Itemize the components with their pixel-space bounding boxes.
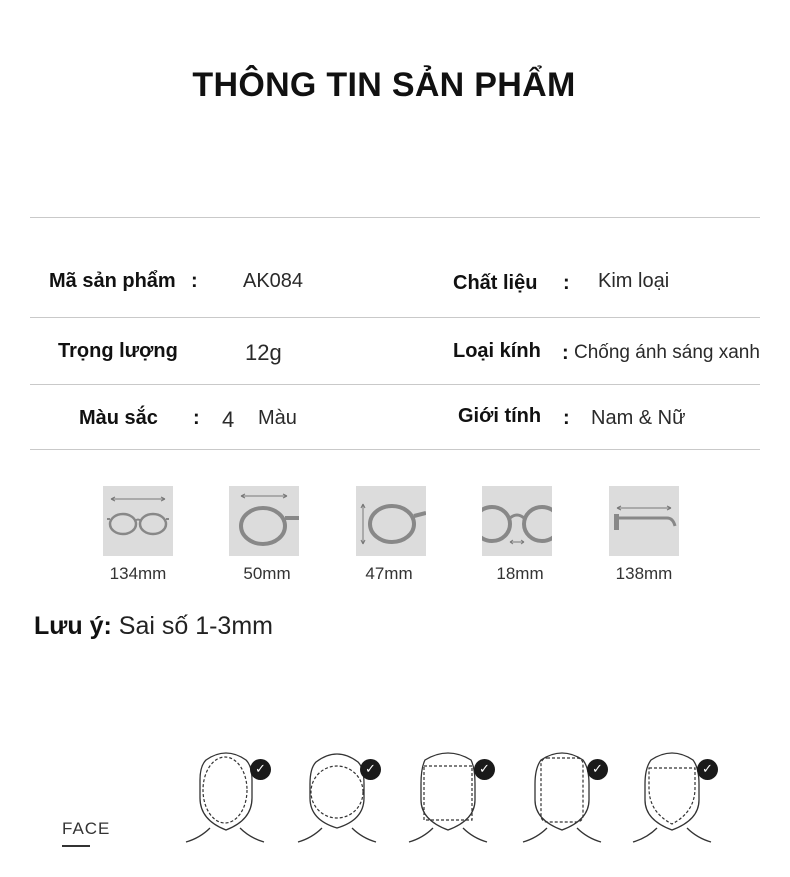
face-label: FACE xyxy=(62,819,111,838)
check-icon: ✓ xyxy=(474,759,495,780)
measurement-lens-height: 47mm xyxy=(365,564,413,583)
material-value: Kim loại xyxy=(598,270,670,292)
gender-value: Nam & Nữ xyxy=(591,407,686,429)
color-label: Màu sắc xyxy=(79,407,158,429)
bridge-width-icon xyxy=(482,486,552,556)
material-label: Chất liệu xyxy=(453,272,538,294)
page-title: THÔNG TIN SẢN PHẨM xyxy=(192,66,576,104)
gender-label: Giới tính xyxy=(458,405,542,427)
code-label: Mã sản phẩm xyxy=(49,270,176,292)
divider xyxy=(30,217,760,218)
measurement-temple-length: 138mm xyxy=(615,564,673,583)
lens-value: Chống ánh sáng xanh xyxy=(574,342,760,363)
note-label: Lưu ý: xyxy=(34,612,112,640)
frame-width-icon xyxy=(103,486,173,556)
weight-label: Trọng lượng xyxy=(58,340,178,362)
check-icon: ✓ xyxy=(360,759,381,780)
divider xyxy=(30,317,760,318)
measurement-bridge-width: 18mm xyxy=(496,564,544,583)
lens-label: Loại kính xyxy=(453,340,541,362)
code-value: AK084 xyxy=(243,270,304,292)
color-count: 4 xyxy=(222,407,235,432)
check-icon: ✓ xyxy=(250,759,271,780)
color-colon: : xyxy=(193,407,200,429)
check-icon: ✓ xyxy=(697,759,718,780)
measurement-lens-width: 50mm xyxy=(243,564,291,583)
face-underline xyxy=(62,845,90,847)
lens-height-icon xyxy=(356,486,426,556)
material-colon: : xyxy=(563,272,570,294)
lens-colon: : xyxy=(562,342,569,364)
tolerance-note xyxy=(34,612,273,641)
note-text: Sai số 1-3mm xyxy=(111,612,273,640)
gender-colon: : xyxy=(563,407,570,429)
check-icon: ✓ xyxy=(587,759,608,780)
measurement-frame-width: 134mm xyxy=(109,564,167,583)
divider xyxy=(30,449,760,450)
code-colon: : xyxy=(191,270,198,292)
lens-width-icon xyxy=(229,486,299,556)
divider xyxy=(30,384,760,385)
temple-length-icon xyxy=(609,486,679,556)
color-unit: Màu xyxy=(258,407,297,429)
weight-value: 12g xyxy=(245,340,282,365)
